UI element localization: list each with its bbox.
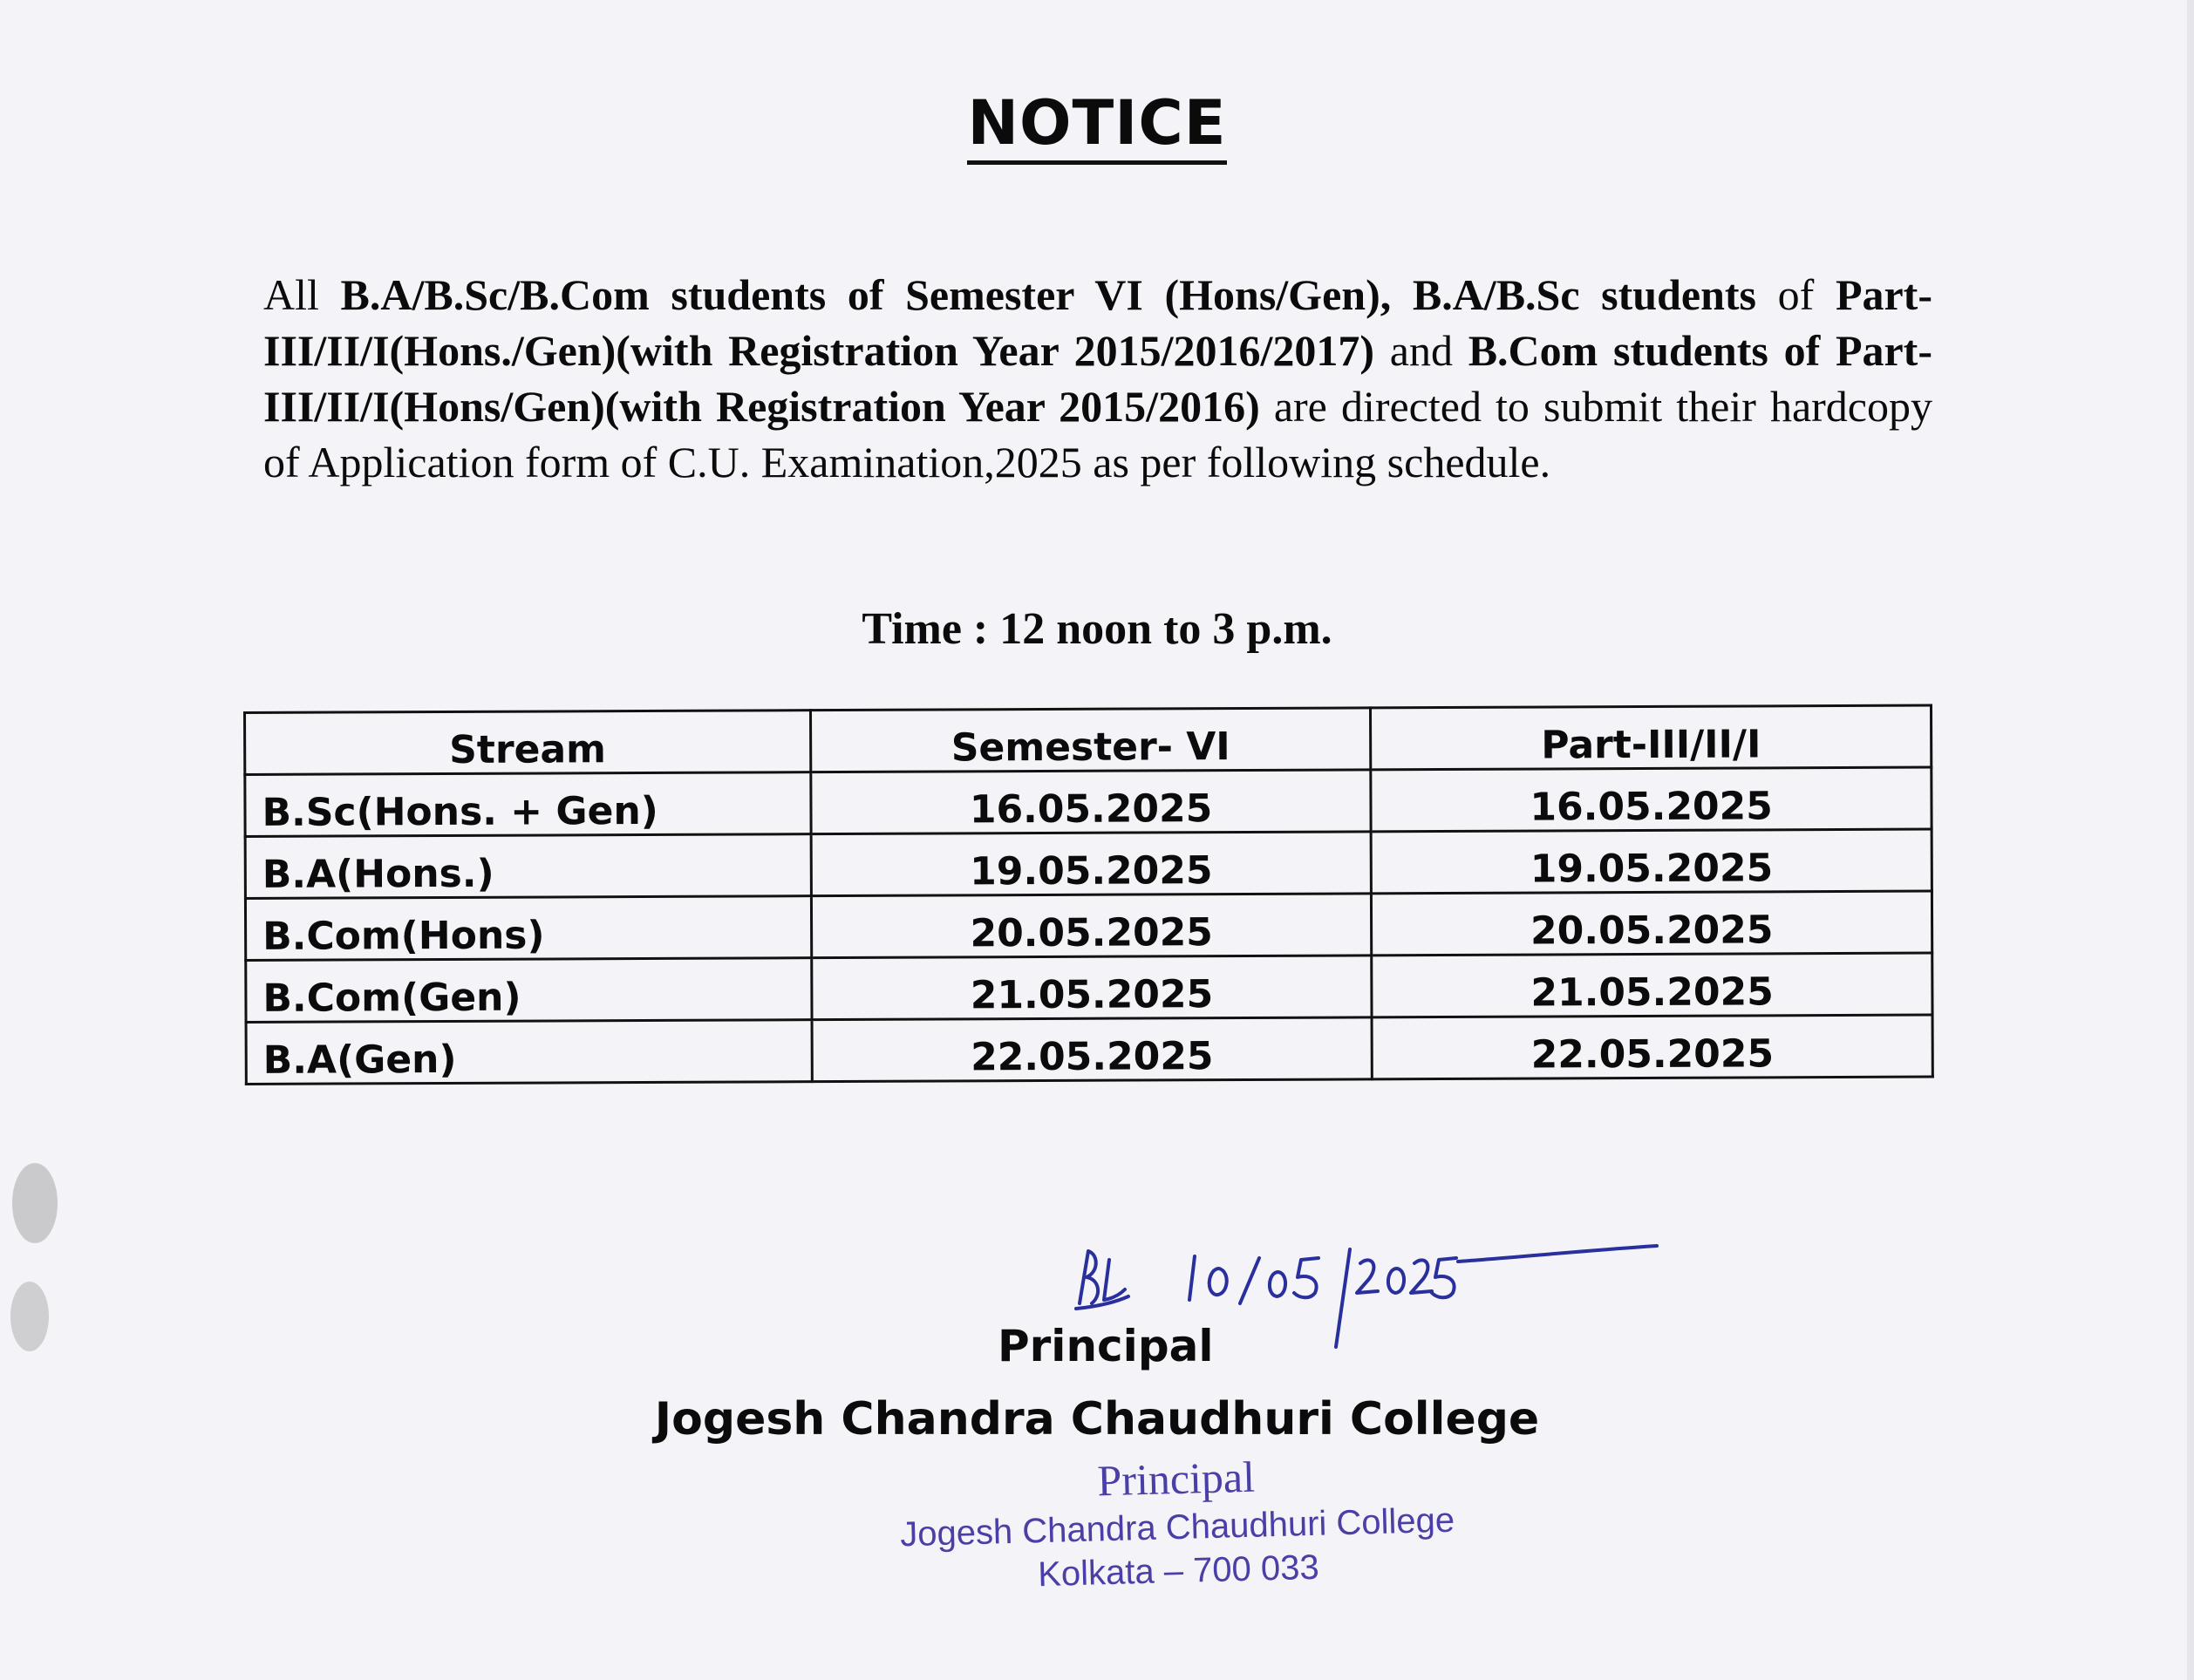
- table-row: [245, 829, 1932, 898]
- body-bold-2: Part-III/II/I(Hons./Gen)(with Registration Year 2015/2016/2017): [263, 270, 1932, 375]
- body-text-1: All: [263, 270, 341, 319]
- official-stamp: [862, 1444, 1493, 1602]
- body-text-2: of: [1756, 270, 1836, 319]
- semester-date-cell: 20.05.2025: [811, 894, 1372, 958]
- part-date-cell: 22.05.2025: [1372, 1015, 1932, 1079]
- part-date-cell: 21.05.2025: [1372, 953, 1932, 1017]
- paper-smudge: [0, 1133, 78, 1395]
- semester-date-cell: 16.05.2025: [811, 770, 1372, 834]
- stream-cell: B.Com(Hons): [245, 896, 811, 961]
- semester-date-cell: 22.05.2025: [812, 1017, 1373, 1082]
- stream-cell: B.A(Hons.): [245, 834, 811, 899]
- header-stream: Stream: [245, 711, 811, 775]
- stamp-designation: Principal: [1096, 1452, 1256, 1506]
- college-name: Jogesh Chandra Chaudhuri College: [654, 1393, 1540, 1445]
- principal-designation: Principal: [998, 1321, 1214, 1371]
- semester-date-cell: 21.05.2025: [812, 956, 1373, 1020]
- semester-date-cell: 19.05.2025: [811, 832, 1372, 896]
- notice-title-text: NOTICE: [967, 87, 1226, 165]
- stream-cell: B.Com(Gen): [246, 958, 812, 1023]
- notice-title: [0, 87, 2194, 159]
- body-bold-3: B.Com students of Part-III/II/I(Hons/Gen)(with Registration Year 2015/2016): [263, 326, 1932, 431]
- header-part: Part-III/II/I: [1371, 705, 1932, 770]
- body-text-3: and: [1374, 326, 1468, 375]
- body-text-4: are directed to submit their hardcopy of Application form of C.U. Examination,2025 as per following schedule.: [263, 382, 1932, 486]
- header-semester: Semester- VI: [810, 708, 1371, 772]
- stream-cell: B.Sc(Hons. + Gen): [245, 772, 811, 837]
- part-date-cell: 20.05.2025: [1372, 891, 1932, 956]
- schedule-table: [243, 704, 1934, 1085]
- table-row: [245, 891, 1932, 960]
- table-row: [245, 767, 1932, 836]
- table-row: [246, 1015, 1932, 1084]
- part-date-cell: 19.05.2025: [1371, 829, 1932, 894]
- part-date-cell: 16.05.2025: [1371, 767, 1932, 832]
- notice-body: [263, 267, 1932, 490]
- stream-cell: B.A(Gen): [246, 1020, 812, 1085]
- time-line: Time : 12 noon to 3 p.m.: [862, 604, 1332, 654]
- body-bold-1: B.A/B.Sc/B.Com students of Semester VI (Hons/Gen), B.A/B.Sc students: [340, 270, 1757, 319]
- table-header-row: [245, 705, 1932, 774]
- stamp-college: Jogesh Chandra Chaudhuri College: [899, 1500, 1455, 1554]
- paper-edge: [2187, 0, 2194, 1680]
- table-row: [246, 953, 1932, 1022]
- stamp-address: Kolkata – 700 033: [1037, 1547, 1320, 1595]
